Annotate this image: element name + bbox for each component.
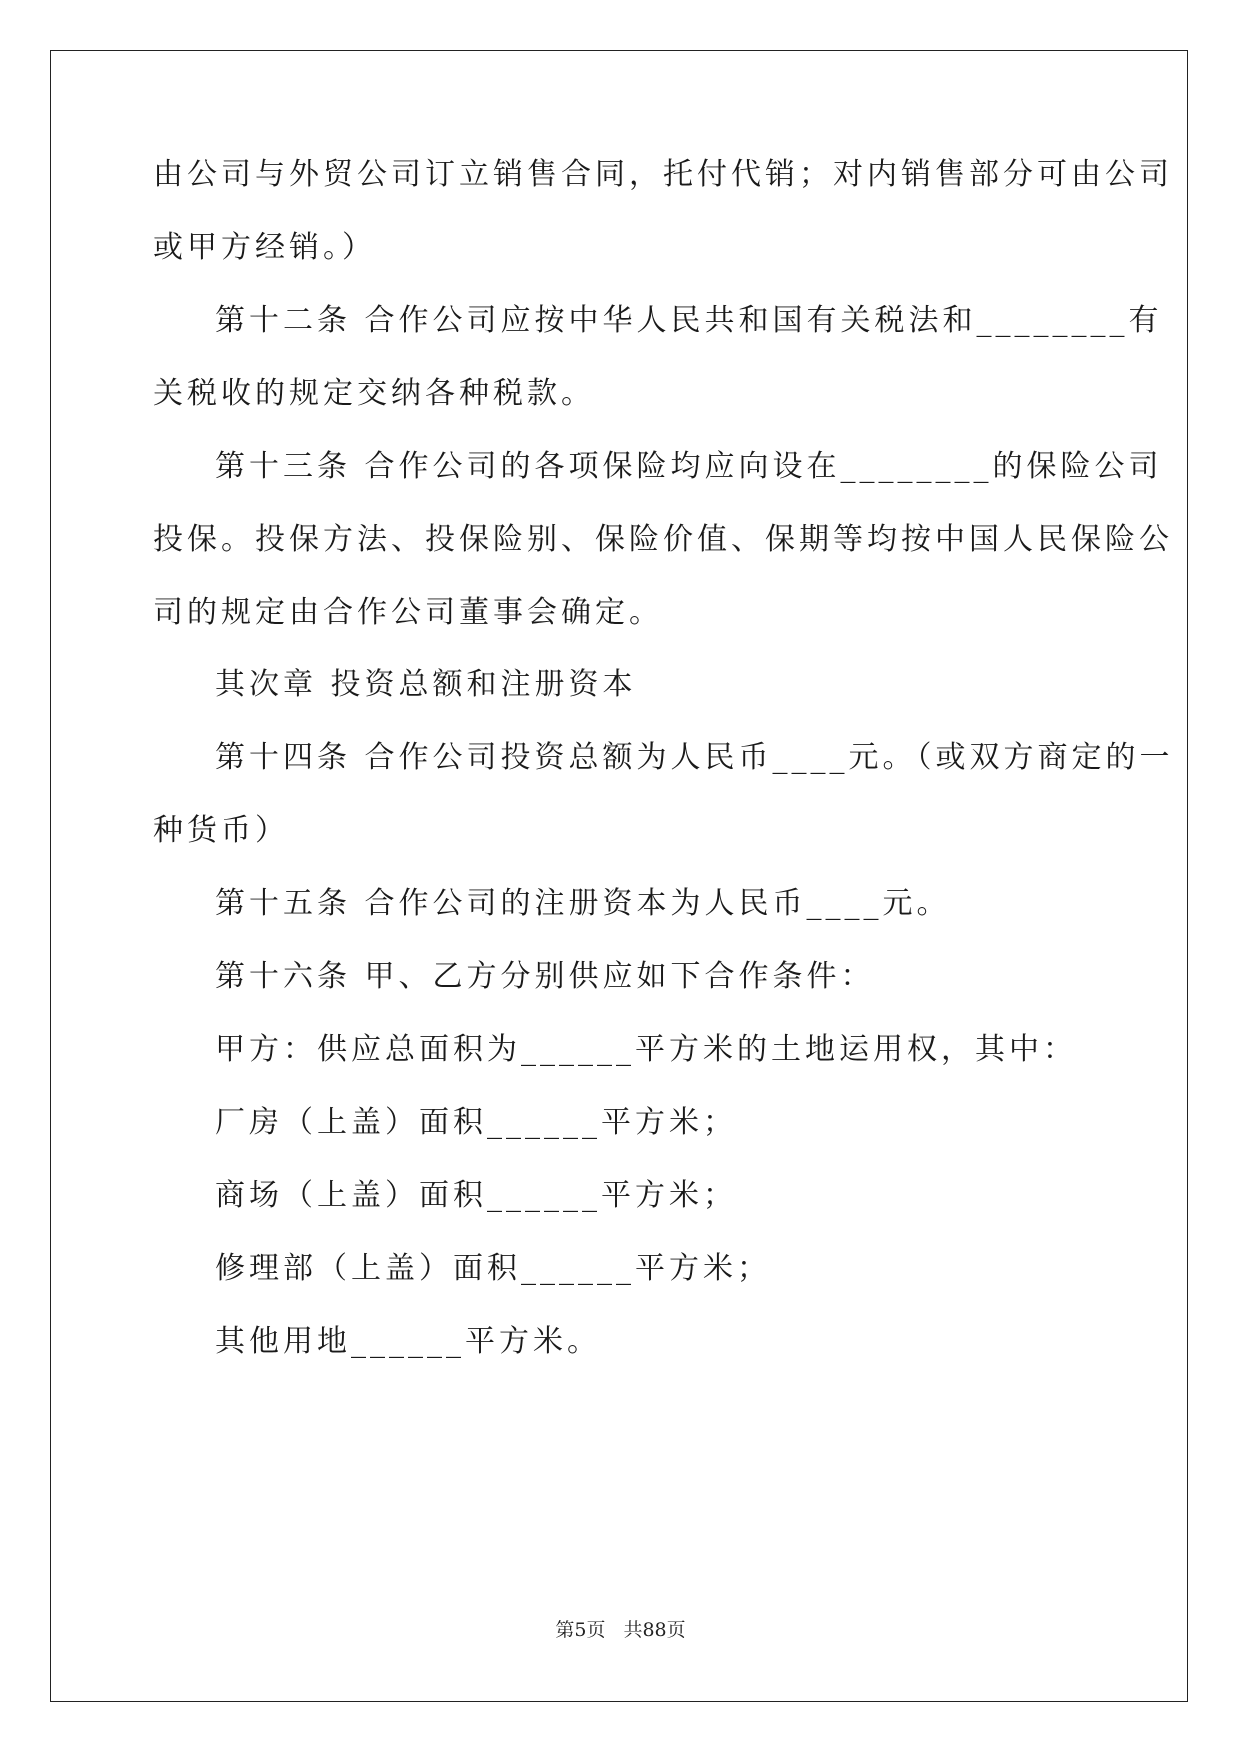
page-number: 第5页 xyxy=(555,1619,606,1641)
text-line: 种货币） xyxy=(153,813,289,848)
text-line: 或甲方经销。） xyxy=(153,230,376,265)
chapter-heading: 其次章 投资总额和注册资本 xyxy=(215,667,637,702)
text-line: 其他用地______平方米。 xyxy=(215,1324,601,1359)
text-line: 第十五条 合作公司的注册资本为人民币____元。 xyxy=(215,886,951,921)
text-line: 厂房（上盖）面积______平方米； xyxy=(215,1105,737,1140)
text-line: 第十四条 合作公司投资总额为人民币____元。（或双方商定的一 xyxy=(215,740,1174,775)
page-total: 共88页 xyxy=(623,1619,686,1641)
page-border xyxy=(50,50,1188,1702)
text-line: 修理部（上盖）面积______平方米； xyxy=(215,1251,771,1286)
text-line: 商场（上盖）面积______平方米； xyxy=(215,1178,737,1213)
text-line: 第十六条 甲、乙方分别供应如下合作条件： xyxy=(215,959,875,994)
text-line: 投保。投保方法、投保险别、保险价值、保期等均按中国人民保险公 xyxy=(153,522,1173,557)
text-line: 关税收的规定交纳各种税款。 xyxy=(153,376,595,411)
text-line: 第十二条 合作公司应按中华人民共和国有关税法和________有 xyxy=(215,303,1163,338)
text-line: 司的规定由合作公司董事会确定。 xyxy=(153,595,663,630)
text-line: 甲方：供应总面积为______平方米的土地运用权，其中： xyxy=(215,1032,1077,1067)
text-line: 由公司与外贸公司订立销售合同，托付代销；对内销售部分可由公司 xyxy=(153,157,1173,192)
page-footer xyxy=(0,1615,1241,1642)
text-line: 第十三条 合作公司的各项保险均应向设在________的保险公司 xyxy=(215,449,1163,484)
